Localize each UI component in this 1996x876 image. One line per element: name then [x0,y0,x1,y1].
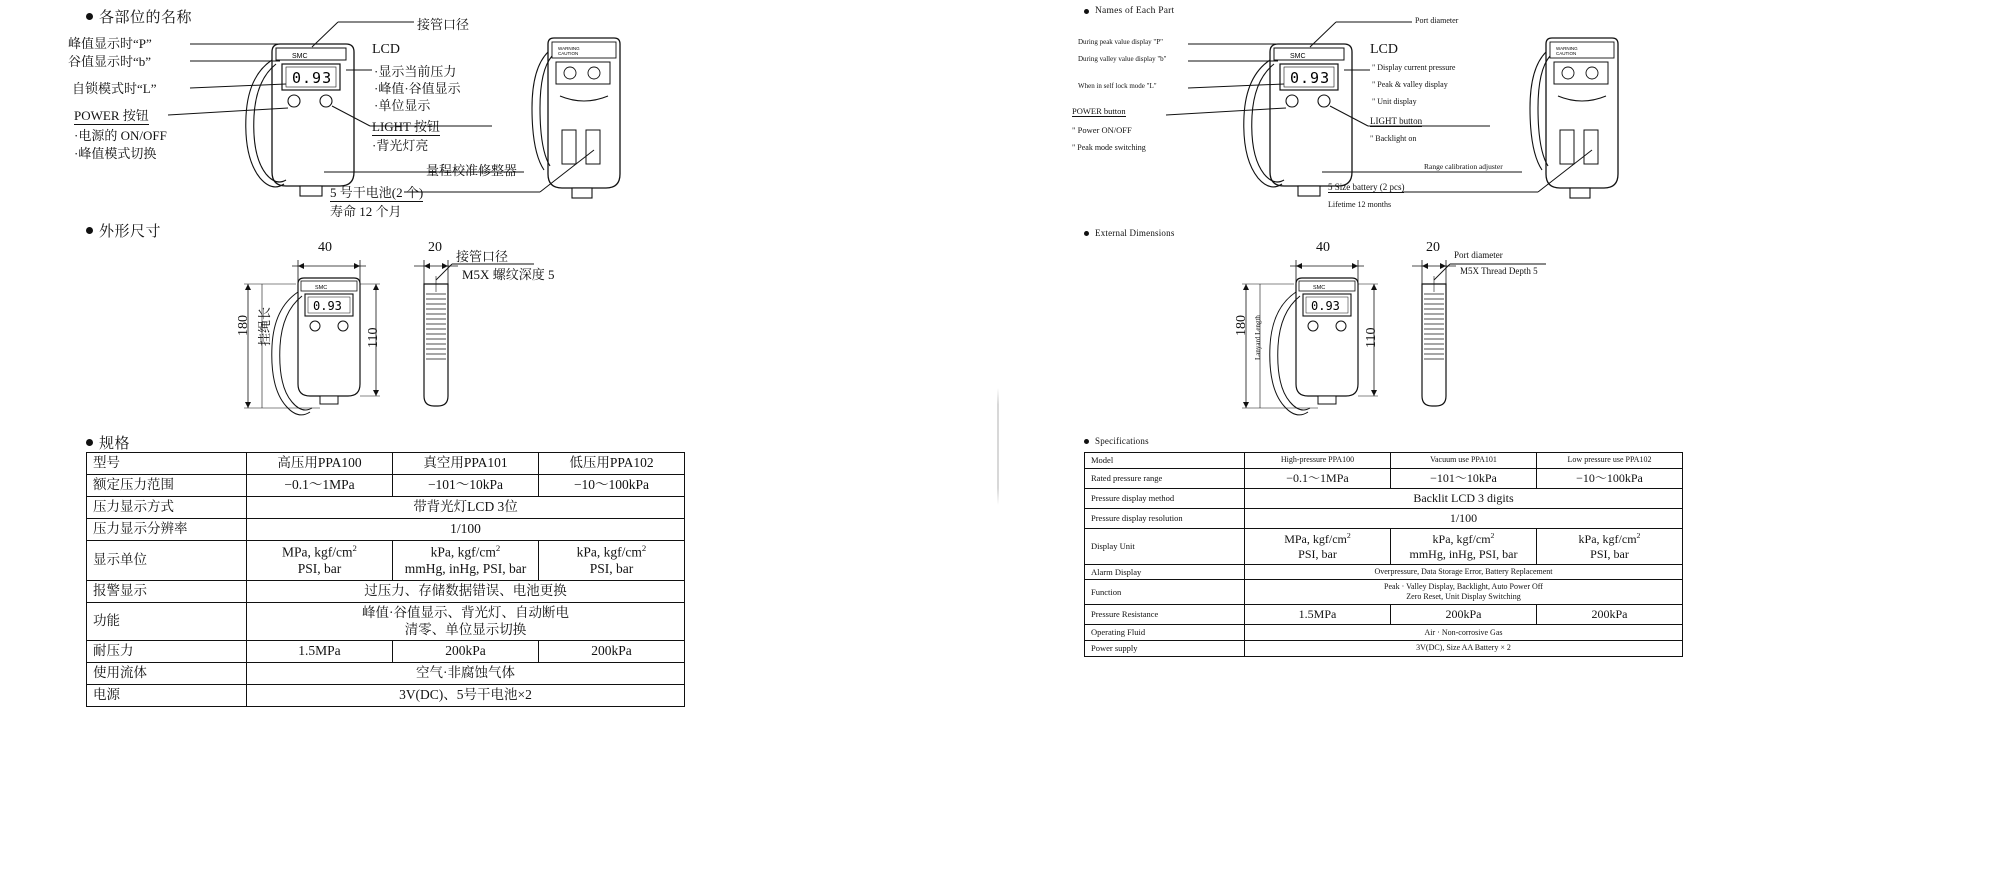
dim-width-40: 40 [318,240,332,255]
callout-light-button: LIGHT 按钮 [372,116,440,136]
dim-strap-length-en: Lanyard Length [1254,315,1262,360]
table-row [87,663,685,685]
callout-display-unit: ·单位显示 [374,98,431,113]
spec-row-label: Function [1085,580,1245,605]
callout-power-item1: ·电源的 ON/OFF [74,128,167,143]
bullet-icon [1084,231,1089,236]
section-title-dimensions: 外形尺寸 [99,224,162,240]
svg-text:WARNING: WARNING [558,46,580,51]
spec-row-label: 压力显示方式 [87,496,247,518]
dimensions-diagram-zh [0,236,700,436]
spec-cell: 3V(DC)、5号干电池×2 [247,685,685,707]
spec-cell: Overpressure, Data Storage Error, Battery Replacement [1245,564,1683,580]
callout-power-button-en: POWER button [1072,106,1126,116]
callout-range-adjuster: 量程校准修整器 [426,163,518,178]
table-row [1085,508,1683,528]
svg-text:CAUTION: CAUTION [558,51,579,56]
callout-light-button-en: LIGHT button [1370,116,1423,126]
dim-port-diameter-label: 接管口径 [456,249,509,264]
spec-cell: 低压用PPA102 [539,453,685,475]
svg-text:SMC: SMC [1290,53,1306,60]
spec-cell: −10～100kPa [1537,468,1683,488]
table-row [87,474,685,496]
svg-text:0.93: 0.93 [1290,69,1331,87]
table-row [1085,605,1683,625]
spec-cell: 1.5MPa [247,641,393,663]
callout-power-button: POWER 按钮 [74,105,149,125]
spec-cell: 200kPa [539,641,685,663]
spec-cell: 峰值·谷值显示、背光灯、自动断电 清零、单位显示切换 [247,602,685,641]
spec-row-label: Operating Fluid [1085,625,1245,641]
callout-battery-en: 5 Size battery (2 pcs) [1328,182,1405,192]
callout-valley-display-en: During valley value display "b" [1078,55,1167,63]
table-row [87,496,685,518]
spec-cell: 200kPa [1537,605,1683,625]
parts-diagram-zh [0,0,700,220]
svg-text:WARNING: WARNING [1556,46,1578,51]
spec-row-label: 型号 [87,453,247,475]
spec-row-label: 额定压力范围 [87,474,247,496]
spec-cell: kPa, kgf/$cm^2$ mmHg, inHg, PSI, bar [1391,528,1537,564]
spec-row-label: 显示单位 [87,540,247,580]
spec-cell: 高压用PPA100 [247,453,393,475]
spec-row-label: Power supply [1085,640,1245,656]
callout-battery-life-en: Lifetime 12 months [1328,200,1392,209]
table-row [87,540,685,580]
spec-cell: 3V(DC), Size AA Battery × 2 [1245,640,1683,656]
callout-range-adjuster-en: Range calibration adjuster [1424,162,1503,171]
spec-cell: 空气·非腐蚀气体 [247,663,685,685]
callout-display-unit-en: " Unit display [1372,97,1417,106]
section-heading-specs [86,432,130,453]
callout-light-item1: ·背光灯亮 [372,138,429,153]
spec-cell: Peak · Valley Display, Backlight, Auto Power Off Zero Reset, Unit Display Switching [1245,580,1683,605]
spec-cell: kPa, kgf/$cm^2$ PSI, bar [539,540,685,580]
svg-text:0.93: 0.93 [313,299,342,313]
table-row [87,602,685,641]
spec-cell: 过压力、存储数据错误、电池更换 [247,580,685,602]
spec-cell: −0.1～1MPa [1245,468,1391,488]
callout-port-diameter: 接管口径 [417,17,470,32]
table-row [1085,625,1683,641]
spec-row-label: Pressure display resolution [1085,508,1245,528]
section-title-specs: 规格 [99,436,131,452]
dimensions-drawing-en [998,236,1698,436]
spec-cell: −0.1～1MPa [247,474,393,496]
spec-table-zh [86,452,685,707]
spec-cell: Vacuum use PPA101 [1391,453,1537,469]
dim-port-diameter-label-en: Port diameter [1454,250,1503,260]
spec-cell: Air · Non-corrosive Gas [1245,625,1683,641]
spec-table-wrapper-zh [86,452,684,707]
table-row [1085,468,1683,488]
table-row [1085,453,1683,469]
spec-cell: High-pressure PPA100 [1245,453,1391,469]
spec-table-en [1084,452,1683,657]
bullet-icon [86,439,93,446]
callout-light-item1-en: " Backlight on [1370,134,1417,143]
spec-row-label: 电源 [87,685,247,707]
svg-text:0.93: 0.93 [1311,299,1340,313]
callout-display-peak: ·峰值·谷值显示 [374,81,461,96]
callout-power-item2: ·峰值模式切换 [74,146,157,161]
spec-table-wrapper-en [1084,452,1682,657]
spec-cell: 200kPa [393,641,539,663]
dim-height-180: 180 [236,315,251,336]
spec-row-label: Model [1085,453,1245,469]
svg-text:0.93: 0.93 [292,69,333,87]
callout-lock-mode-en: When in self lock mode "L" [1078,82,1157,90]
dim-thread-label: M5X 螺纹深度 5 [462,267,555,282]
dim-thread-label-en: M5X Thread Depth 5 [1460,266,1538,276]
table-row [1085,564,1683,580]
bullet-icon [86,227,93,234]
spec-cell: 200kPa [1391,605,1537,625]
table-row [1085,580,1683,605]
callout-display-peak-en: " Peak & valley display [1372,80,1448,89]
parts-diagram-en [998,0,1698,220]
spec-row-label: Rated pressure range [1085,468,1245,488]
dimensions-diagram-en [998,236,1698,436]
callout-display-current: ·显示当前压力 [374,64,457,79]
right-page-english [998,0,1996,876]
spec-cell: kPa, kgf/$cm^2$ mmHg, inHg, PSI, bar [393,540,539,580]
callout-display-current-en: " Display current pressure [1372,63,1456,72]
callout-lock-mode: 自锁模式时“L” [72,81,157,96]
callout-lcd: LCD [372,42,400,57]
section-heading-specs-en [1084,436,1149,446]
dim-strap-length: 挂绳长 [257,306,272,346]
spec-cell: −101～10kPa [1391,468,1537,488]
callout-valley-display: 谷值显示时“b” [68,54,152,69]
spec-row-label: Pressure Resistance [1085,605,1245,625]
spec-row-label: 压力显示分辨率 [87,518,247,540]
table-row [1085,528,1683,564]
callout-battery-life: 寿命 12 个月 [330,204,402,219]
spec-row-label: 耐压力 [87,641,247,663]
callout-power-item2-en: " Peak mode switching [1072,143,1146,152]
table-row [87,641,685,663]
table-row [87,518,685,540]
table-row [87,453,685,475]
table-row [87,580,685,602]
spec-row-label: 使用流体 [87,663,247,685]
spec-cell: 1.5MPa [1245,605,1391,625]
spec-cell: MPa, kgf/$cm^2$ PSI, bar [247,540,393,580]
section-title-parts: 各部位的名称 [99,10,193,26]
spec-cell: 1/100 [1245,508,1683,528]
callout-battery: 5 号干电池(2 个) [330,182,423,202]
svg-text:SMC: SMC [315,285,328,291]
spec-row-label: Alarm Display [1085,564,1245,580]
spec-cell: −10～100kPa [539,474,685,496]
table-row [1085,640,1683,656]
spec-cell: MPa, kgf/$cm^2$ PSI, bar [1245,528,1391,564]
dim-width-20-en: 20 [1426,240,1440,255]
spec-cell: 1/100 [247,518,685,540]
bullet-icon [1084,439,1089,444]
spec-row-label: 报警显示 [87,580,247,602]
spec-row-label: Pressure display method [1085,488,1245,508]
dim-width-20: 20 [428,240,442,255]
section-title-dimensions-en: External Dimensions [1095,228,1175,238]
spec-row-label: Display Unit [1085,528,1245,564]
section-title-parts-en: Names of Each Part [1095,6,1175,16]
callout-peak-display: 峰值显示时“P” [68,36,152,51]
svg-text:SMC: SMC [292,53,308,60]
table-row [87,685,685,707]
dim-height-180-en: 180 [1234,315,1249,336]
dim-width-40-en: 40 [1316,240,1330,255]
svg-text:SMC: SMC [1313,285,1326,291]
dim-height-110: 110 [366,327,381,348]
spec-cell: Low pressure use PPA102 [1537,453,1683,469]
spec-cell: 真空用PPA101 [393,453,539,475]
dimensions-drawing [0,236,700,436]
svg-text:CAUTION: CAUTION [1556,51,1577,56]
spec-cell: kPa, kgf/$cm^2$ PSI, bar [1537,528,1683,564]
dim-height-110-en: 110 [1364,327,1379,348]
spec-cell: −101～10kPa [393,474,539,496]
spec-row-label: 功能 [87,602,247,641]
callout-port-diameter-en: Port diameter [1415,16,1459,25]
spec-cell: Backlit LCD 3 digits [1245,488,1683,508]
spec-cell: 带背光灯LCD 3位 [247,496,685,518]
table-row [1085,488,1683,508]
callout-lcd-en: LCD [1370,42,1398,57]
callout-peak-display-en: During peak value display "P" [1078,38,1164,46]
callout-power-item1-en: " Power ON/OFF [1072,125,1132,135]
section-title-specs-en: Specifications [1095,436,1149,446]
